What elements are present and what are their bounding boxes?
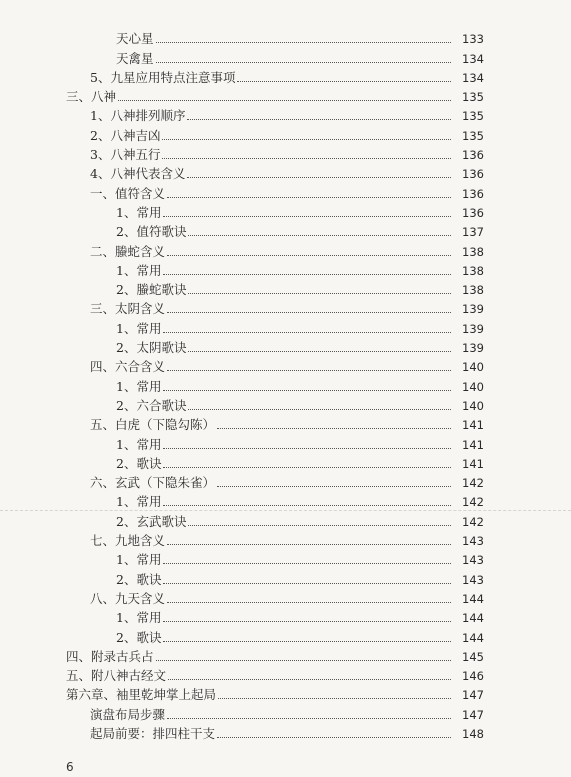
toc-entry-page: 135 — [462, 109, 484, 124]
toc-entry-title: 四、六合含义 — [90, 359, 166, 375]
table-of-contents — [0, 27, 571, 741]
toc-dot-leader — [167, 312, 451, 313]
toc-dot-leader — [156, 62, 451, 63]
toc-entry-page: 140 — [462, 360, 484, 375]
toc-entry-page: 138 — [462, 263, 484, 278]
toc-entry-page: 136 — [462, 148, 484, 163]
toc-dot-leader — [217, 737, 451, 738]
toc-entry-page: 143 — [462, 572, 484, 587]
toc-entry-title: 2、八神吉凶 — [90, 127, 161, 143]
toc-entry-page: 142 — [462, 514, 484, 529]
toc-entry — [0, 297, 484, 316]
toc-entry-title: 八、九天含义 — [90, 590, 166, 606]
toc-entry-title: 1、常用 — [116, 436, 162, 452]
toc-dot-leader — [163, 563, 451, 564]
toc-entry-page: 134 — [462, 51, 484, 66]
toc-entry-page: 145 — [462, 649, 484, 664]
toc-entry — [0, 413, 484, 432]
toc-dot-leader — [163, 583, 451, 584]
toc-dot-leader — [163, 390, 451, 391]
toc-entry-page: 137 — [462, 225, 484, 240]
toc-entry-title: 2、玄武歌诀 — [116, 513, 187, 529]
toc-dot-leader — [218, 698, 451, 699]
toc-dot-leader — [156, 660, 451, 661]
toc-entry-page: 146 — [462, 669, 484, 684]
toc-entry-page: 144 — [462, 591, 484, 606]
toc-dot-leader — [163, 505, 451, 506]
toc-entry — [0, 46, 484, 65]
toc-entry-title: 1、八神排列顺序 — [90, 108, 186, 124]
toc-entry-title: 五、附八神古经文 — [66, 668, 167, 684]
toc-entry-title: 2、螣蛇歌诀 — [116, 282, 187, 298]
toc-dot-leader — [187, 177, 451, 178]
toc-entry — [0, 162, 484, 181]
toc-entry — [0, 66, 484, 85]
toc-entry-title: 3、八神五行 — [90, 147, 161, 163]
toc-entry-title: 5、九星应用特点注意事项 — [90, 69, 236, 85]
toc-entry-page: 133 — [462, 32, 484, 47]
toc-entry — [0, 471, 484, 490]
toc-entry-title: 2、歌诀 — [116, 455, 162, 471]
toc-entry-title: 七、九地含义 — [90, 533, 166, 549]
toc-dot-leader — [217, 486, 451, 487]
toc-entry-page: 141 — [462, 437, 484, 452]
toc-entry-page: 147 — [462, 707, 484, 722]
toc-entry — [0, 432, 484, 451]
toc-entry — [0, 104, 484, 123]
toc-entry-page: 136 — [462, 167, 484, 182]
toc-entry-page: 140 — [462, 379, 484, 394]
toc-entry-page: 140 — [462, 398, 484, 413]
toc-entry-title: 六、玄武（下隐朱雀） — [90, 475, 216, 491]
toc-entry-title: 4、八神代表含义 — [90, 166, 186, 182]
toc-entry-title: 起局前要：排四柱干支 — [90, 725, 216, 741]
toc-entry — [0, 645, 484, 664]
toc-dot-leader — [156, 42, 451, 43]
toc-dot-leader — [162, 139, 451, 140]
toc-entry-page: 136 — [462, 186, 484, 201]
toc-entry-page: 143 — [462, 534, 484, 549]
toc-entry-title: 三、太阴含义 — [90, 301, 166, 317]
toc-entry — [0, 123, 484, 142]
toc-entry — [0, 567, 484, 586]
toc-entry — [0, 702, 484, 721]
toc-entry-title: 演盘布局步骤 — [90, 706, 166, 722]
toc-entry — [0, 548, 484, 567]
toc-dot-leader — [118, 100, 451, 101]
toc-entry-title: 一、值符含义 — [90, 185, 166, 201]
toc-dot-leader — [168, 679, 451, 680]
toc-entry-page: 147 — [462, 688, 484, 703]
toc-entry-page: 139 — [462, 341, 484, 356]
toc-entry-page: 135 — [462, 90, 484, 105]
toc-entry-title: 1、常用 — [116, 552, 162, 568]
toc-entry-title: 三、八神 — [66, 89, 117, 105]
toc-dot-leader — [187, 119, 451, 120]
toc-entry — [0, 452, 484, 471]
toc-dot-leader — [163, 641, 451, 642]
toc-entry — [0, 587, 484, 606]
toc-dot-leader — [167, 255, 451, 256]
toc-dot-leader — [188, 293, 451, 294]
toc-dot-leader — [188, 409, 451, 410]
toc-entry-page: 142 — [462, 495, 484, 510]
toc-entry-title: 1、常用 — [116, 320, 162, 336]
toc-entry-title: 2、歌诀 — [116, 629, 162, 645]
toc-dot-leader — [237, 81, 451, 82]
toc-entry — [0, 606, 484, 625]
toc-dot-leader — [163, 216, 451, 217]
toc-entry-title: 2、太阴歌诀 — [116, 340, 187, 356]
toc-entry — [0, 27, 484, 46]
toc-entry-page: 136 — [462, 205, 484, 220]
toc-entry-title: 1、常用 — [116, 262, 162, 278]
toc-entry — [0, 181, 484, 200]
toc-entry-title: 天心星 — [116, 31, 154, 47]
toc-entry — [0, 394, 484, 413]
toc-entry-title: 第六章、袖里乾坤掌上起局 — [66, 687, 217, 703]
toc-entry — [0, 664, 484, 683]
toc-entry-page: 139 — [462, 302, 484, 317]
toc-entry — [0, 201, 484, 220]
toc-entry-title: 天禽星 — [116, 50, 154, 66]
toc-entry — [0, 239, 484, 258]
toc-dot-leader — [167, 544, 451, 545]
toc-dot-leader — [163, 467, 451, 468]
toc-entry — [0, 625, 484, 644]
toc-entry — [0, 336, 484, 355]
page-number: 6 — [66, 760, 74, 774]
toc-dot-leader — [163, 274, 451, 275]
toc-entry-page: 134 — [462, 70, 484, 85]
toc-entry-page: 139 — [462, 321, 484, 336]
toc-entry-page: 141 — [462, 418, 484, 433]
toc-entry-title: 四、附录古兵占 — [66, 648, 154, 664]
toc-entry-title: 2、歌诀 — [116, 571, 162, 587]
toc-dot-leader — [167, 370, 451, 371]
toc-entry — [0, 722, 484, 741]
toc-entry — [0, 490, 484, 509]
toc-entry — [0, 278, 484, 297]
toc-dot-leader — [162, 158, 451, 159]
toc-entry — [0, 143, 484, 162]
toc-entry — [0, 509, 484, 528]
toc-entry — [0, 529, 484, 548]
toc-entry-title: 二、螣蛇含义 — [90, 243, 166, 259]
toc-dot-leader — [163, 448, 451, 449]
toc-entry-page: 135 — [462, 128, 484, 143]
toc-entry — [0, 374, 484, 393]
toc-entry-page: 142 — [462, 476, 484, 491]
toc-entry-page: 143 — [462, 553, 484, 568]
toc-dot-leader — [188, 235, 451, 236]
scan-divider-line — [0, 510, 571, 511]
toc-entry-title: 1、常用 — [116, 204, 162, 220]
toc-entry-page: 144 — [462, 611, 484, 626]
toc-entry-page: 138 — [462, 244, 484, 259]
toc-entry-title: 1、常用 — [116, 378, 162, 394]
toc-entry-title: 1、常用 — [116, 494, 162, 510]
toc-dot-leader — [163, 332, 451, 333]
toc-entry — [0, 259, 484, 278]
toc-entry-title: 2、值符歌诀 — [116, 224, 187, 240]
toc-entry-title: 2、六合歌诀 — [116, 397, 187, 413]
toc-entry-title: 五、白虎（下隐勾陈） — [90, 417, 216, 433]
toc-entry — [0, 220, 484, 239]
toc-entry — [0, 355, 484, 374]
toc-entry-page: 138 — [462, 283, 484, 298]
toc-dot-leader — [167, 718, 451, 719]
toc-entry — [0, 683, 484, 702]
toc-entry-page: 141 — [462, 456, 484, 471]
toc-dot-leader — [217, 428, 451, 429]
toc-dot-leader — [167, 602, 451, 603]
toc-entry-title: 1、常用 — [116, 610, 162, 626]
toc-dot-leader — [188, 351, 451, 352]
toc-entry — [0, 85, 484, 104]
toc-dot-leader — [167, 197, 451, 198]
toc-entry — [0, 316, 484, 335]
toc-dot-leader — [163, 621, 451, 622]
toc-entry-page: 144 — [462, 630, 484, 645]
toc-entry-page: 148 — [462, 726, 484, 741]
toc-dot-leader — [188, 525, 451, 526]
